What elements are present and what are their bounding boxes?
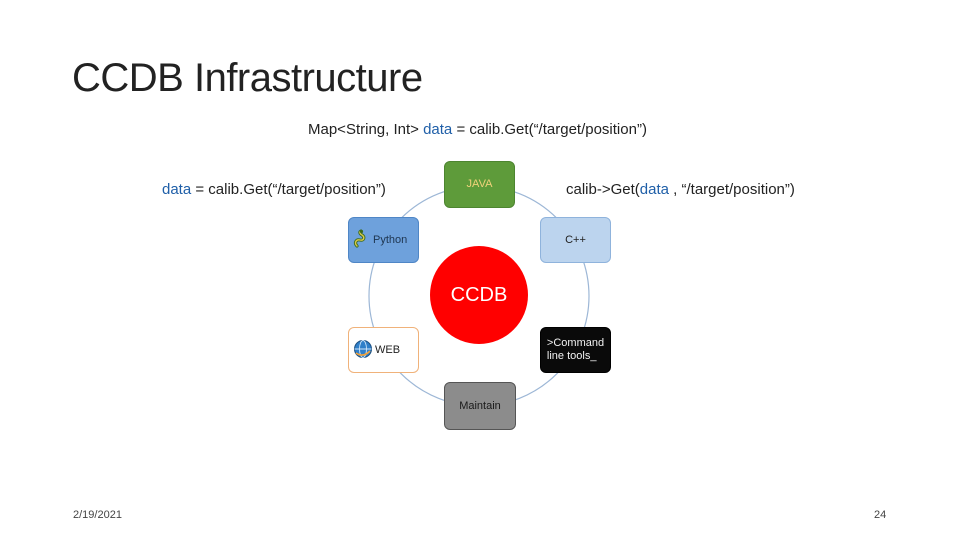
python-node: [348, 217, 419, 263]
python-label: Python: [373, 234, 408, 246]
java-label: JAVA: [466, 178, 493, 190]
maintain-label: Maintain: [459, 400, 501, 412]
page-number: 24: [874, 509, 887, 521]
code-suffix: , “/target/position”): [668, 181, 795, 198]
slide-date: 2/19/2021: [73, 509, 122, 521]
code-prefix: calib->Get(: [566, 181, 640, 198]
code-suffix: = calib.Get(“/target/position”): [452, 121, 647, 138]
ccdb-label: CCDB: [450, 283, 508, 306]
web-label: WEB: [375, 344, 401, 356]
ccdb-center-node: [430, 246, 528, 344]
code-suffix: = calib.Get(“/target/position”): [191, 181, 386, 198]
code-var: data: [162, 181, 192, 198]
globe-icon: [353, 339, 373, 362]
code-prefix: Map<String, Int>: [308, 121, 424, 138]
cpp-node: [540, 217, 611, 263]
code-var: data: [639, 181, 669, 198]
cli-label: >Command line tools_: [546, 337, 605, 362]
web-node: [348, 327, 419, 373]
slide-title: CCDB Infrastructure: [72, 56, 423, 100]
python-snake-icon: [353, 229, 371, 252]
command-line-tools-node: [540, 327, 611, 373]
maintain-node: [444, 382, 516, 430]
cpp-label: C++: [565, 234, 586, 246]
code-var: data: [423, 121, 453, 138]
java-node: [444, 161, 515, 208]
